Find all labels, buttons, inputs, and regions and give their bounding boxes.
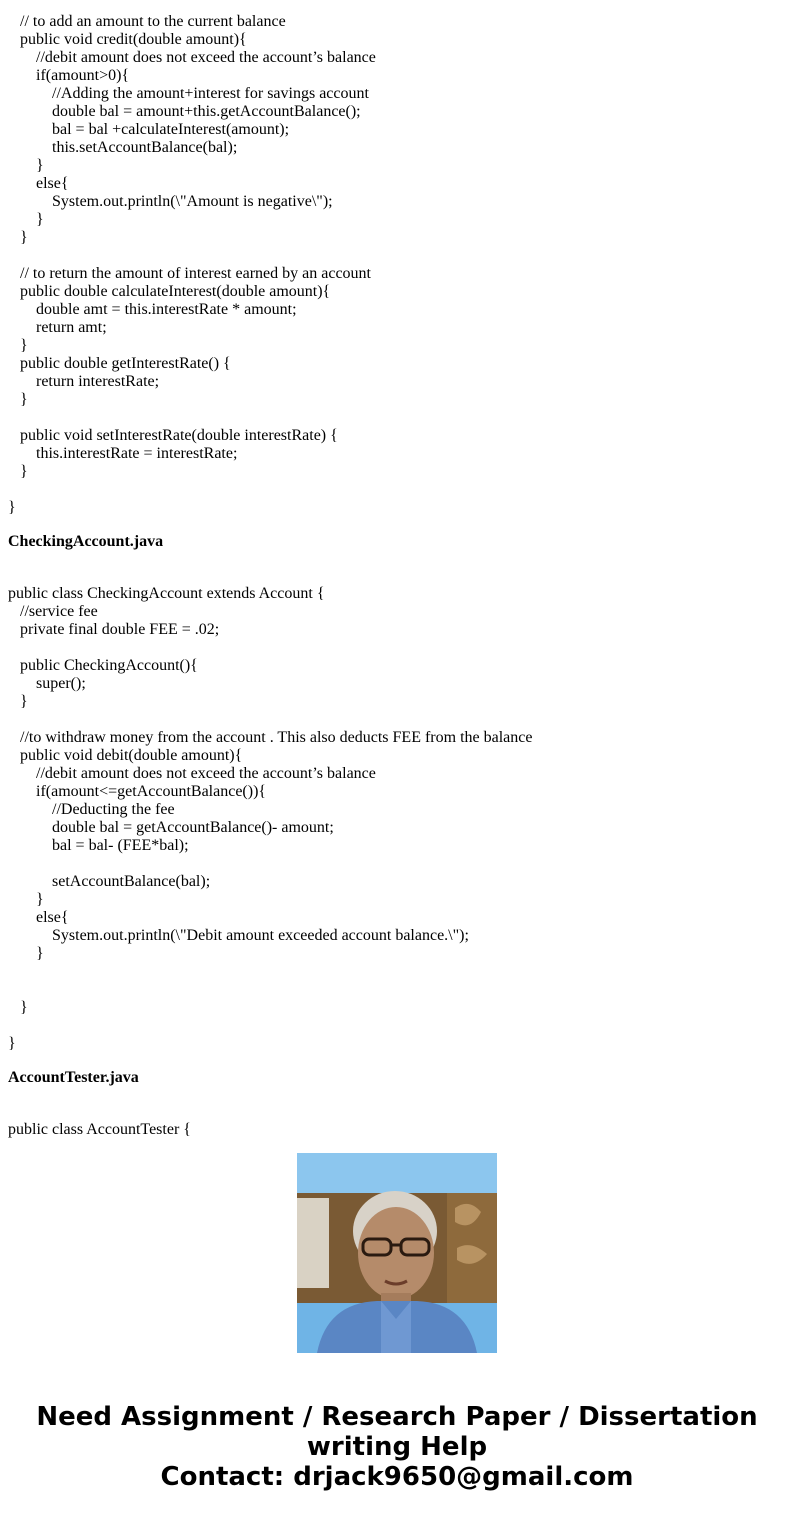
code-line: }: [8, 499, 16, 516]
code-line: // to return the amount of interest earned by an account: [8, 265, 371, 282]
code-line: public double calculateInterest(double amount){: [8, 283, 331, 300]
banner-line-1: Need Assignment / Research Paper / Dissertation: [36, 1402, 758, 1432]
code-line: return interestRate;: [8, 373, 160, 390]
code-line: [8, 981, 788, 999]
code-line: System.out.println(\"Debit amount exceeded account balance.\");: [8, 927, 469, 944]
code-line: return amt;: [8, 319, 107, 336]
code-block-savings-account: [8, 13, 788, 517]
code-line: //debit amount does not exceed the account’s balance: [8, 49, 376, 66]
code-line: if(amount>0){: [8, 67, 130, 84]
code-line: //to withdraw money from the account . This also deducts FEE from the balance: [8, 729, 533, 746]
code-line: bal = bal +calculateInterest(amount);: [8, 121, 290, 138]
code-line: //service fee: [8, 603, 98, 620]
file-heading-checking-account: CheckingAccount.java: [8, 533, 164, 550]
code-line: [8, 567, 788, 585]
file-heading-account-tester: AccountTester.java: [8, 1069, 139, 1086]
code-line: super();: [8, 675, 86, 692]
code-line: }: [8, 463, 28, 480]
code-block-account-tester: [8, 1103, 788, 1139]
code-line: [8, 1103, 788, 1121]
code-line: else{: [8, 175, 69, 192]
code-line: public class AccountTester {: [8, 1121, 191, 1138]
code-line: public class CheckingAccount extends Account {: [8, 585, 325, 602]
code-line: }: [8, 999, 28, 1016]
code-line: this.setAccountBalance(bal);: [8, 139, 238, 156]
code-line: }: [8, 157, 44, 174]
code-line: [8, 963, 788, 981]
code-line: }: [8, 891, 44, 908]
author-photo: [297, 1153, 497, 1353]
code-line: public void setInterestRate(double interestRate) {: [8, 427, 338, 444]
contact-banner: [0, 1402, 794, 1492]
code-line: this.interestRate = interestRate;: [8, 445, 238, 462]
code-line: bal = bal- (FEE*bal);: [8, 837, 189, 854]
code-line: public void credit(double amount){: [8, 31, 247, 48]
code-line: public CheckingAccount(){: [8, 657, 198, 674]
portrait-image: [297, 1153, 497, 1353]
code-line: if(amount<=getAccountBalance()){: [8, 783, 267, 800]
code-line: double bal = getAccountBalance()- amount;: [8, 819, 334, 836]
code-line: [8, 1017, 788, 1035]
code-line: double bal = amount+this.getAccountBalance();: [8, 103, 361, 120]
code-line: [8, 409, 788, 427]
banner-contact-line: Contact: drjack9650@gmail.com: [160, 1462, 634, 1492]
code-block-checking-account: [8, 567, 788, 1053]
code-line: }: [8, 693, 28, 710]
code-line: System.out.println(\"Amount is negative\");: [8, 193, 333, 210]
code-line: [8, 247, 788, 265]
code-document: [8, 13, 788, 1138]
code-line: //debit amount does not exceed the account’s balance: [8, 765, 376, 782]
code-line: [8, 855, 788, 873]
code-line: public double getInterestRate() {: [8, 355, 231, 372]
code-line: }: [8, 337, 28, 354]
code-line: private final double FEE = .02;: [8, 621, 220, 638]
code-line: }: [8, 945, 44, 962]
code-line: else{: [8, 909, 69, 926]
banner-line-2: writing Help: [306, 1432, 488, 1462]
code-line: }: [8, 229, 28, 246]
code-line: //Deducting the fee: [8, 801, 175, 818]
code-line: }: [8, 1035, 16, 1052]
code-line: setAccountBalance(bal);: [8, 873, 211, 890]
code-line: // to add an amount to the current balance: [8, 13, 286, 30]
code-line: public void debit(double amount){: [8, 747, 243, 764]
code-line: [8, 481, 788, 499]
code-line: double amt = this.interestRate * amount;: [8, 301, 297, 318]
code-line: //Adding the amount+interest for savings account: [8, 85, 369, 102]
code-line: [8, 711, 788, 729]
code-line: [8, 639, 788, 657]
code-line: }: [8, 211, 44, 228]
code-line: }: [8, 391, 28, 408]
